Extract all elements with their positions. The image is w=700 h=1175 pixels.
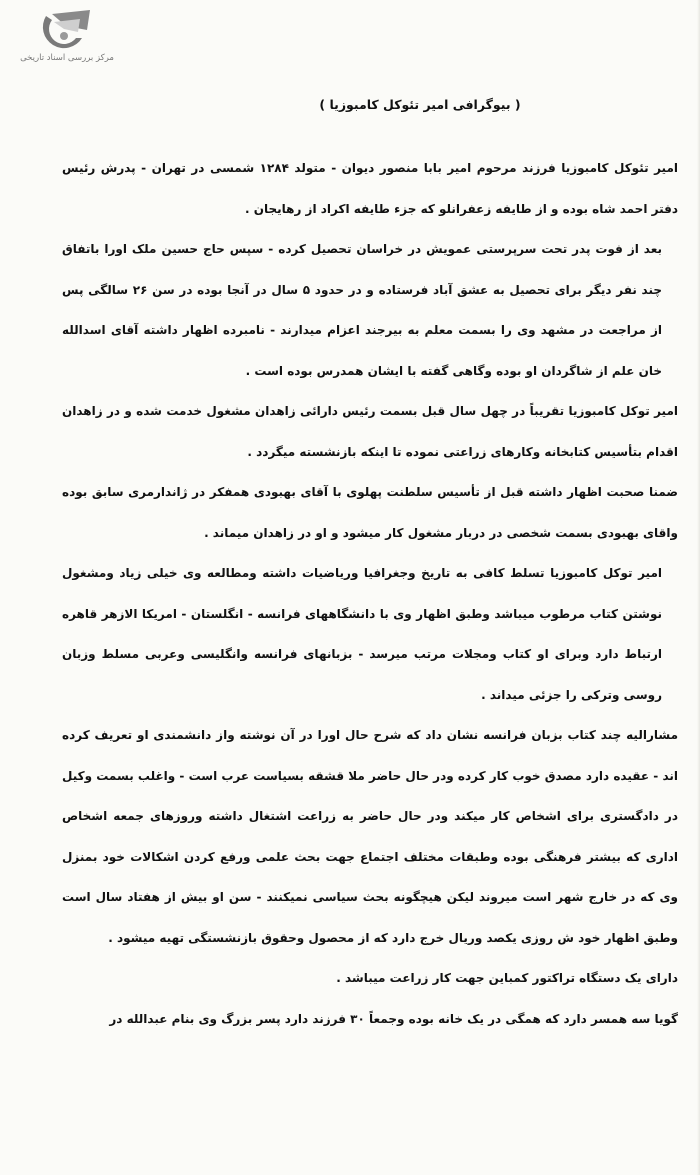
archive-logo-icon <box>30 8 100 56</box>
document-title: ( بیوگرافی امیر تئوکل کامبوزیا ) <box>319 97 521 112</box>
paragraph-behboudi: ضمنا صحبت اظهار داشته قبل از تأسیس سلطنت پهلوی با آقای بهبودی همفکر در ژاندارمری سابق بوده واقای بهبودی بسمت شخصی در دربار مشغول کار میشود و او در زاهدان میماند . <box>62 485 678 540</box>
document-body <box>62 148 678 1039</box>
archive-name: مرکز بررسی اسناد تاریخی <box>20 53 114 63</box>
paragraph-family: گویا سه همسر دارد که همگی در یک خانه بوده وجمعاً ۳۰ فرزند دارد پسر بزرگ وی بنام عبدالله در <box>109 1011 678 1026</box>
paragraph-activities: مشارالیه چند کتاب بزبان فرانسه نشان داد که شرح حال اورا در آن نوشته واز دانشمندی او تعریف کرده اند - عقیده دارد مصدق خوب کار کرده ودر حال حاضر ملا قشقه بسیاست عرب است - واغلب بسمت وکیل در دادگستری برای اشخاص کار میکند ودر حال حاضر به زراعت اشتغال داشته وروزهای جمعه اشخاص اداری که بیشتر فرهنگی بوده وطبقات مختلف اجتماع جهت بحث علمی ورفع کردن اشکالات خود بمنزل وی که در خارج شهر است میروند لیکن هیچگونه بحث سیاسی نمیکنند - سن او بیش از هفتاد سال است وطبق اظهار خود ش روزی یکصد وریال خرج دارد که از محصول وحقوق بازنشستگی تهیه میشود . <box>62 728 678 945</box>
paragraph-tractor: دارای یک دستگاه تراکتور کمباین جهت کار زراعت میباشد . <box>336 971 678 985</box>
paragraph-biography-intro: امیر تئوکل کامبوزیا فرزند مرحوم امیر بابا منصور دیوان - متولد ۱۲۸۴ شمسی در تهران - پدرش رئیس دفتر احمد شاه بوده و از طایفه زعفرانلو که جزء طایفه اکراد از رهایجان . <box>62 161 678 216</box>
paragraph-career: امیر توکل کامبوزیا تقریباً در چهل سال قبل بسمت رئیس دارائی زاهدان مشغول خدمت شده و در زاهدان اقدام بتأسیس کتابخانه وکارهای زراعتی نموده تا اینکه بازنشسته میگردد . <box>62 404 678 459</box>
paragraph-languages: امیر توکل کامبوزیا تسلط کافی به تاریخ وجغرافیا وریاضیات داشته ومطالعه وی خیلی زیاد ومشغول نوشتن کتاب مرطوب میباشد وطبق اظهار وی با دانشگاههای فرانسه - انگلستان - امریکا الازهر قاهره ارتباط دارد وبرای او کتاب ومجلات مرتب میرسد - بزبانهای فرانسه وانگلیسی وعربی مسلط وزبان روسی وترکی را جزئی میداند . <box>62 566 662 702</box>
paragraph-education: بعد از فوت پدر تحت سرپرستی عمویش در خراسان تحصیل کرده - سپس حاج حسین ملک اورا باتفاق چند نفر دیگر برای تحصیل به عشق آباد فرستاده و در حدود ۵ سال در آنجا بوده در سن ۲۶ سالگی پس از مراجعت در مشهد وی را بسمت معلم به بیرجند اعزام میدارند - نامبرده اظهار داشته آقای اسدالله خان علم از شاگردان او بوده وگاهی گفته با ایشان همدرس بوده است . <box>62 242 662 378</box>
